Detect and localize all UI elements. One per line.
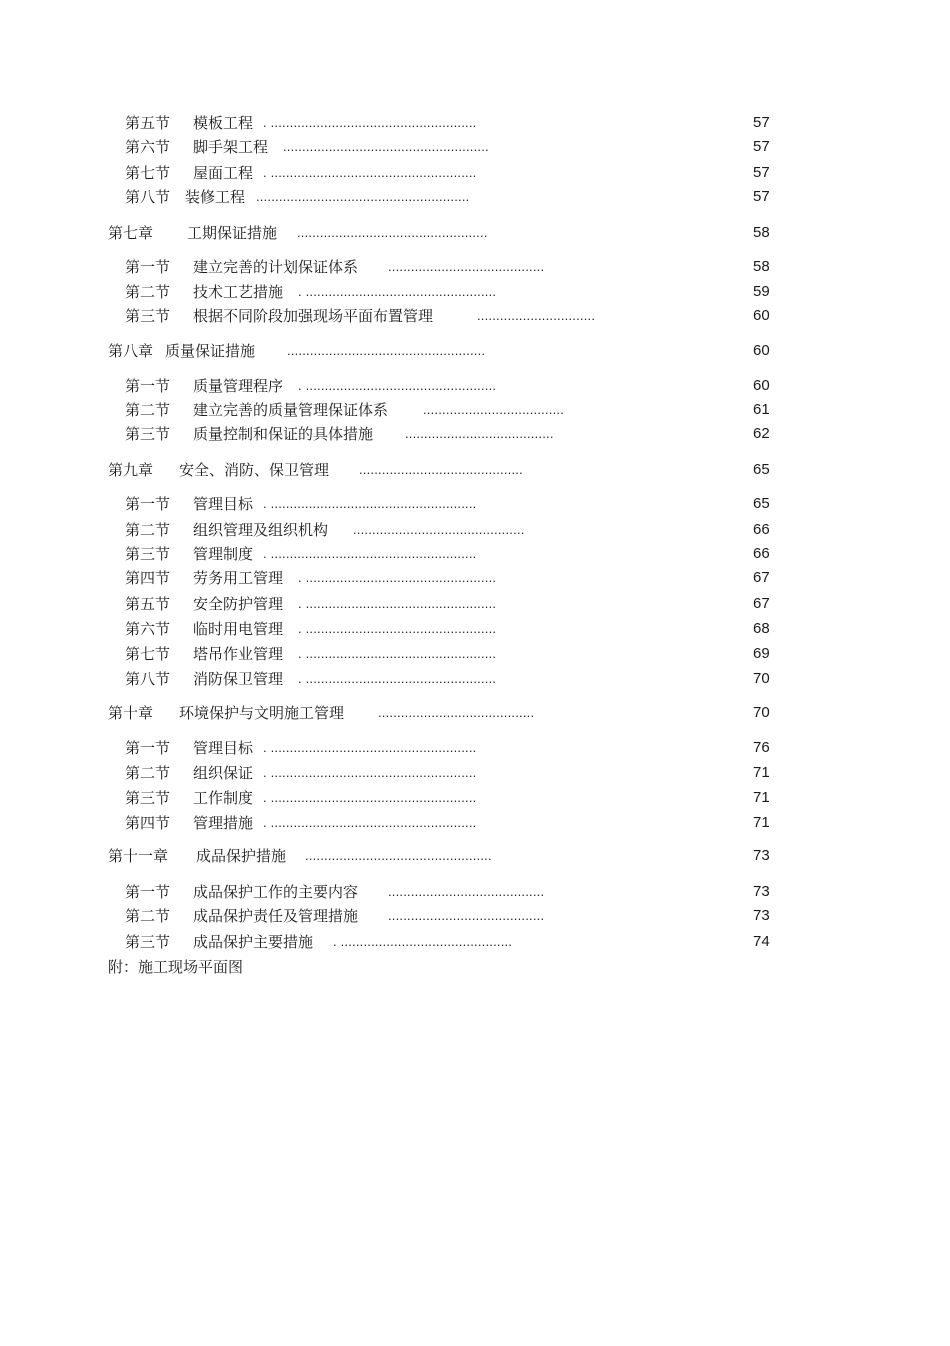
section-title: 脚手架工程 (193, 138, 269, 156)
toc-entry-section (125, 281, 785, 303)
section-title: 组织管理及组织机构 (193, 521, 329, 539)
leader-dots: ........................................................ (256, 189, 470, 204)
section-title: 质量管理程序 (193, 377, 284, 395)
toc-entry-section (125, 493, 785, 515)
section-label: 第三节 (125, 789, 171, 807)
toc-entry-section (125, 186, 785, 208)
leader-dots: ..................................... (423, 402, 565, 417)
leader-dots: . .................................................. (298, 621, 497, 636)
leader-dots: ...................................................... (283, 139, 489, 154)
page-number: 70 (753, 670, 770, 687)
chapter-label: 第十章 (108, 704, 154, 722)
toc-entry-section (125, 931, 785, 953)
page-number: 60 (753, 342, 770, 359)
page-number: 57 (753, 114, 770, 131)
leader-dots: .................................................... (287, 343, 486, 358)
page-number: 66 (753, 521, 770, 538)
chapter-title: 质量保证措施 (165, 342, 256, 360)
section-title: 质量控制和保证的具体措施 (193, 425, 374, 443)
toc-entry-section (125, 787, 785, 809)
section-title: 管理制度 (193, 545, 254, 563)
section-title: 装修工程 (185, 188, 246, 206)
leader-dots: ............................................. (353, 522, 525, 537)
leader-dots: ........................................... (359, 462, 523, 477)
section-title: 消防保卫管理 (193, 670, 284, 688)
section-title: 成品保护责任及管理措施 (193, 907, 359, 925)
section-label: 第二节 (125, 764, 171, 782)
page-number: 68 (753, 620, 770, 637)
leader-dots: . .................................................. (298, 570, 497, 585)
page-number: 58 (753, 224, 770, 241)
section-title: 劳务用工管理 (193, 569, 284, 587)
page-number: 57 (753, 138, 770, 155)
toc-entry-section (125, 881, 785, 903)
section-title: 根据不同阶段加强现场平面布置管理 (193, 307, 434, 325)
section-label: 第一节 (125, 495, 171, 513)
section-label: 第二节 (125, 521, 171, 539)
leader-dots: . .................................................. (298, 596, 497, 611)
page-number: 74 (753, 933, 770, 950)
section-label: 第一节 (125, 883, 171, 901)
leader-dots: . ...................................................... (263, 740, 477, 755)
leader-dots: . ...................................................... (263, 115, 477, 130)
page-number: 66 (753, 545, 770, 562)
page-number: 65 (753, 495, 770, 512)
toc-entry-chapter (108, 845, 785, 867)
toc-entry-section (125, 643, 785, 665)
section-title: 管理目标 (193, 495, 254, 513)
chapter-label: 第十一章 (108, 847, 169, 865)
section-label: 第三节 (125, 933, 171, 951)
section-title: 工作制度 (193, 789, 254, 807)
section-label: 第七节 (125, 645, 171, 663)
page-number: 73 (753, 883, 770, 900)
leader-dots: . ...................................................... (263, 765, 477, 780)
page-number: 57 (753, 164, 770, 181)
leader-dots: .................................................. (297, 225, 488, 240)
toc-entry-chapter (108, 340, 785, 362)
page-number: 71 (753, 814, 770, 831)
section-label: 第六节 (125, 620, 171, 638)
chapter-title: 成品保护措施 (196, 847, 287, 865)
page-number: 60 (753, 377, 770, 394)
leader-dots: . ...................................................... (263, 496, 477, 511)
leader-dots: . ...................................................... (263, 815, 477, 830)
leader-dots: ....................................... (405, 426, 554, 441)
section-title: 临时用电管理 (193, 620, 284, 638)
section-label: 第四节 (125, 814, 171, 832)
section-title: 屋面工程 (193, 164, 254, 182)
chapter-title: 工期保证措施 (187, 224, 278, 242)
section-title: 技术工艺措施 (193, 283, 284, 301)
toc-entry-chapter (108, 459, 785, 481)
section-label: 第七节 (125, 164, 171, 182)
section-label: 第二节 (125, 907, 171, 925)
toc-entry-section (125, 375, 785, 397)
chapter-title: 安全、消防、保卫管理 (179, 461, 330, 479)
toc-entry-section (125, 618, 785, 640)
section-label: 第二节 (125, 283, 171, 301)
leader-dots: ......................................... (378, 705, 535, 720)
page-number: 67 (753, 595, 770, 612)
toc-entry-section (125, 162, 785, 184)
leader-dots: . .................................................. (298, 671, 497, 686)
chapter-label: 第八章 (108, 342, 154, 360)
section-label: 第三节 (125, 425, 171, 443)
appendix-line: 附：施工现场平面图 (108, 958, 244, 976)
page-number: 62 (753, 425, 770, 442)
section-title: 成品保护工作的主要内容 (193, 883, 359, 901)
leader-dots: . ...................................................... (263, 546, 477, 561)
section-label: 第四节 (125, 569, 171, 587)
toc-entry-section (125, 423, 785, 445)
leader-dots: ......................................... (388, 884, 545, 899)
section-title: 塔吊作业管理 (193, 645, 284, 663)
page-number: 57 (753, 188, 770, 205)
section-label: 第五节 (125, 595, 171, 613)
section-title: 管理措施 (193, 814, 254, 832)
toc-entry-section (125, 905, 785, 927)
section-title: 成品保护主要措施 (193, 933, 314, 951)
page-number: 76 (753, 739, 770, 756)
toc-entry-section (125, 762, 785, 784)
section-title: 建立完善的计划保证体系 (193, 258, 359, 276)
section-label: 第五节 (125, 114, 171, 132)
page-number: 60 (753, 307, 770, 324)
leader-dots: . .................................................. (298, 378, 497, 393)
toc-entry-chapter (108, 702, 785, 724)
section-label: 第八节 (125, 188, 171, 206)
section-label: 第二节 (125, 401, 171, 419)
section-title: 模板工程 (193, 114, 254, 132)
toc-entry-section (125, 543, 785, 565)
chapter-title: 环境保护与文明施工管理 (179, 704, 345, 722)
section-title: 组织保证 (193, 764, 254, 782)
toc-entry-section (125, 668, 785, 690)
page-number: 67 (753, 569, 770, 586)
page-number: 59 (753, 283, 770, 300)
section-title: 管理目标 (193, 739, 254, 757)
section-label: 第一节 (125, 739, 171, 757)
page-number: 70 (753, 704, 770, 721)
toc-entry-section (125, 593, 785, 615)
leader-dots: . ...................................................... (263, 165, 477, 180)
toc-entry-section (125, 519, 785, 541)
page-number: 61 (753, 401, 770, 418)
toc-entry-section (125, 567, 785, 589)
page-number: 73 (753, 907, 770, 924)
page-number: 69 (753, 645, 770, 662)
toc-entry-section (125, 305, 785, 327)
section-label: 第三节 (125, 307, 171, 325)
page-number: 71 (753, 764, 770, 781)
section-label: 第一节 (125, 258, 171, 276)
leader-dots: . .................................................. (298, 646, 497, 661)
leader-dots: . .................................................. (298, 284, 497, 299)
leader-dots: ............................... (477, 308, 596, 323)
leader-dots: ................................................. (305, 848, 492, 863)
page-number: 73 (753, 847, 770, 864)
leader-dots: ......................................... (388, 259, 545, 274)
toc-entry-section (125, 112, 785, 134)
section-label: 第六节 (125, 138, 171, 156)
section-title: 安全防护管理 (193, 595, 284, 613)
leader-dots: . ............................................. (333, 934, 513, 949)
toc-entry-chapter (108, 222, 785, 244)
toc-entry-section (125, 737, 785, 759)
chapter-label: 第七章 (108, 224, 154, 242)
toc-entry-section (125, 256, 785, 278)
section-label: 第一节 (125, 377, 171, 395)
toc-entry-section (125, 812, 785, 834)
chapter-label: 第九章 (108, 461, 154, 479)
leader-dots: ......................................... (388, 908, 545, 923)
page-number: 65 (753, 461, 770, 478)
section-title: 建立完善的质量管理保证体系 (193, 401, 389, 419)
leader-dots: . ...................................................... (263, 790, 477, 805)
page-number: 71 (753, 789, 770, 806)
toc-entry-section (125, 399, 785, 421)
section-label: 第八节 (125, 670, 171, 688)
page-number: 58 (753, 258, 770, 275)
section-label: 第三节 (125, 545, 171, 563)
toc-entry-section (125, 136, 785, 158)
